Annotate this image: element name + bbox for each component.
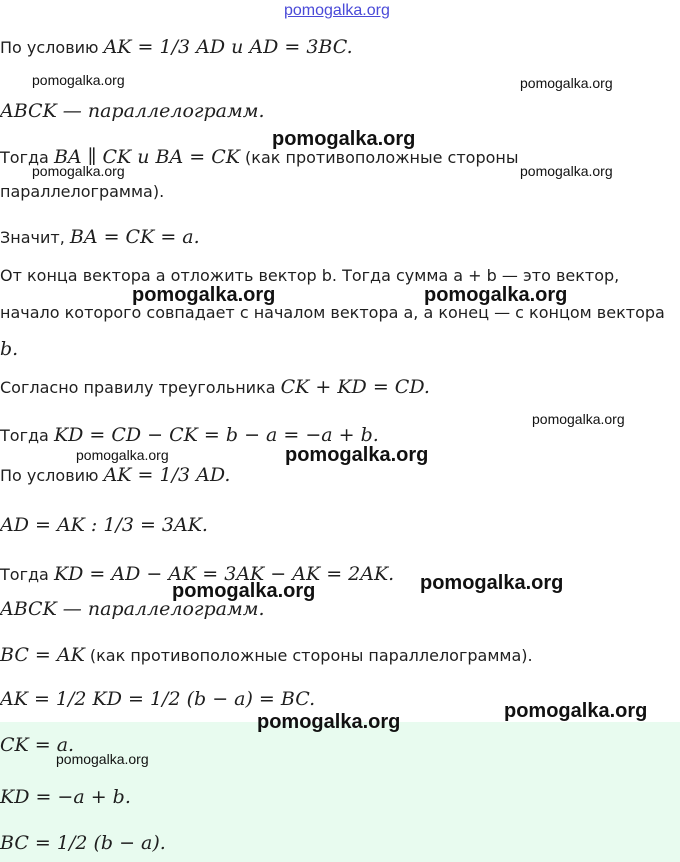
text-line: начало которого совпадает с началом вектора a, а конец — с концом вектора — [0, 303, 665, 322]
watermark: pomogalka.org — [132, 284, 276, 306]
watermark: pomogalka.org — [172, 580, 316, 602]
text-line: b. — [0, 338, 19, 360]
watermark: pomogalka.org — [520, 163, 613, 179]
watermark: pomogalka.org — [285, 444, 429, 466]
watermark: pomogalka.org — [272, 128, 416, 150]
watermark: pomogalka.org — [257, 711, 401, 733]
text-line: Тогда BA ∥ CK и BA = CK (как противоположные стороны — [0, 146, 519, 168]
watermark: pomogalka.org — [32, 163, 125, 179]
text-line: BC = AK (как противоположные стороны параллелограмма). — [0, 644, 533, 666]
text-line: BC = 1/2 (b − a). — [0, 832, 166, 854]
watermark: pomogalka.org — [32, 72, 125, 88]
watermark: pomogalka.org — [420, 572, 564, 594]
text-line: Значит, BA = CK = a. — [0, 226, 200, 248]
text-line: ABCK — параллелограмм. — [0, 100, 265, 122]
watermark: pomogalka.org — [520, 75, 613, 91]
text-line: CK = a. — [0, 734, 75, 756]
watermark: pomogalka.org — [532, 411, 625, 427]
watermark: pomogalka.org — [76, 447, 169, 463]
text-line: Согласно правилу треугольника CK + KD = CD. — [0, 376, 430, 398]
text-line: От конца вектора a отложить вектор b. Тогда сумма a + b — это вектор, — [0, 266, 620, 285]
watermark: pomogalka.org — [56, 751, 149, 767]
text-line: По условию AK = 1/3 AD. — [0, 464, 231, 486]
text-line: AK = 1/2 KD = 1/2 (b − a) = BC. — [0, 688, 316, 710]
text-line: ABCK — параллелограмм. — [0, 598, 265, 620]
text-line: KD = −a + b. — [0, 786, 131, 808]
watermark: pomogalka.org — [504, 700, 648, 722]
text-line: параллелограмма). — [0, 182, 165, 201]
text-line: Тогда KD = CD − CK = b − a = −a + b. — [0, 424, 379, 446]
text-line: Тогда KD = AD − AK = 3AK − AK = 2AK. — [0, 563, 395, 585]
watermark[interactable]: pomogalka.org — [284, 2, 390, 19]
text-line: По условию AK = 1/3 AD и AD = 3BC. — [0, 36, 353, 58]
watermark: pomogalka.org — [424, 284, 568, 306]
text-line: AD = AK : 1/3 = 3AK. — [0, 514, 208, 536]
